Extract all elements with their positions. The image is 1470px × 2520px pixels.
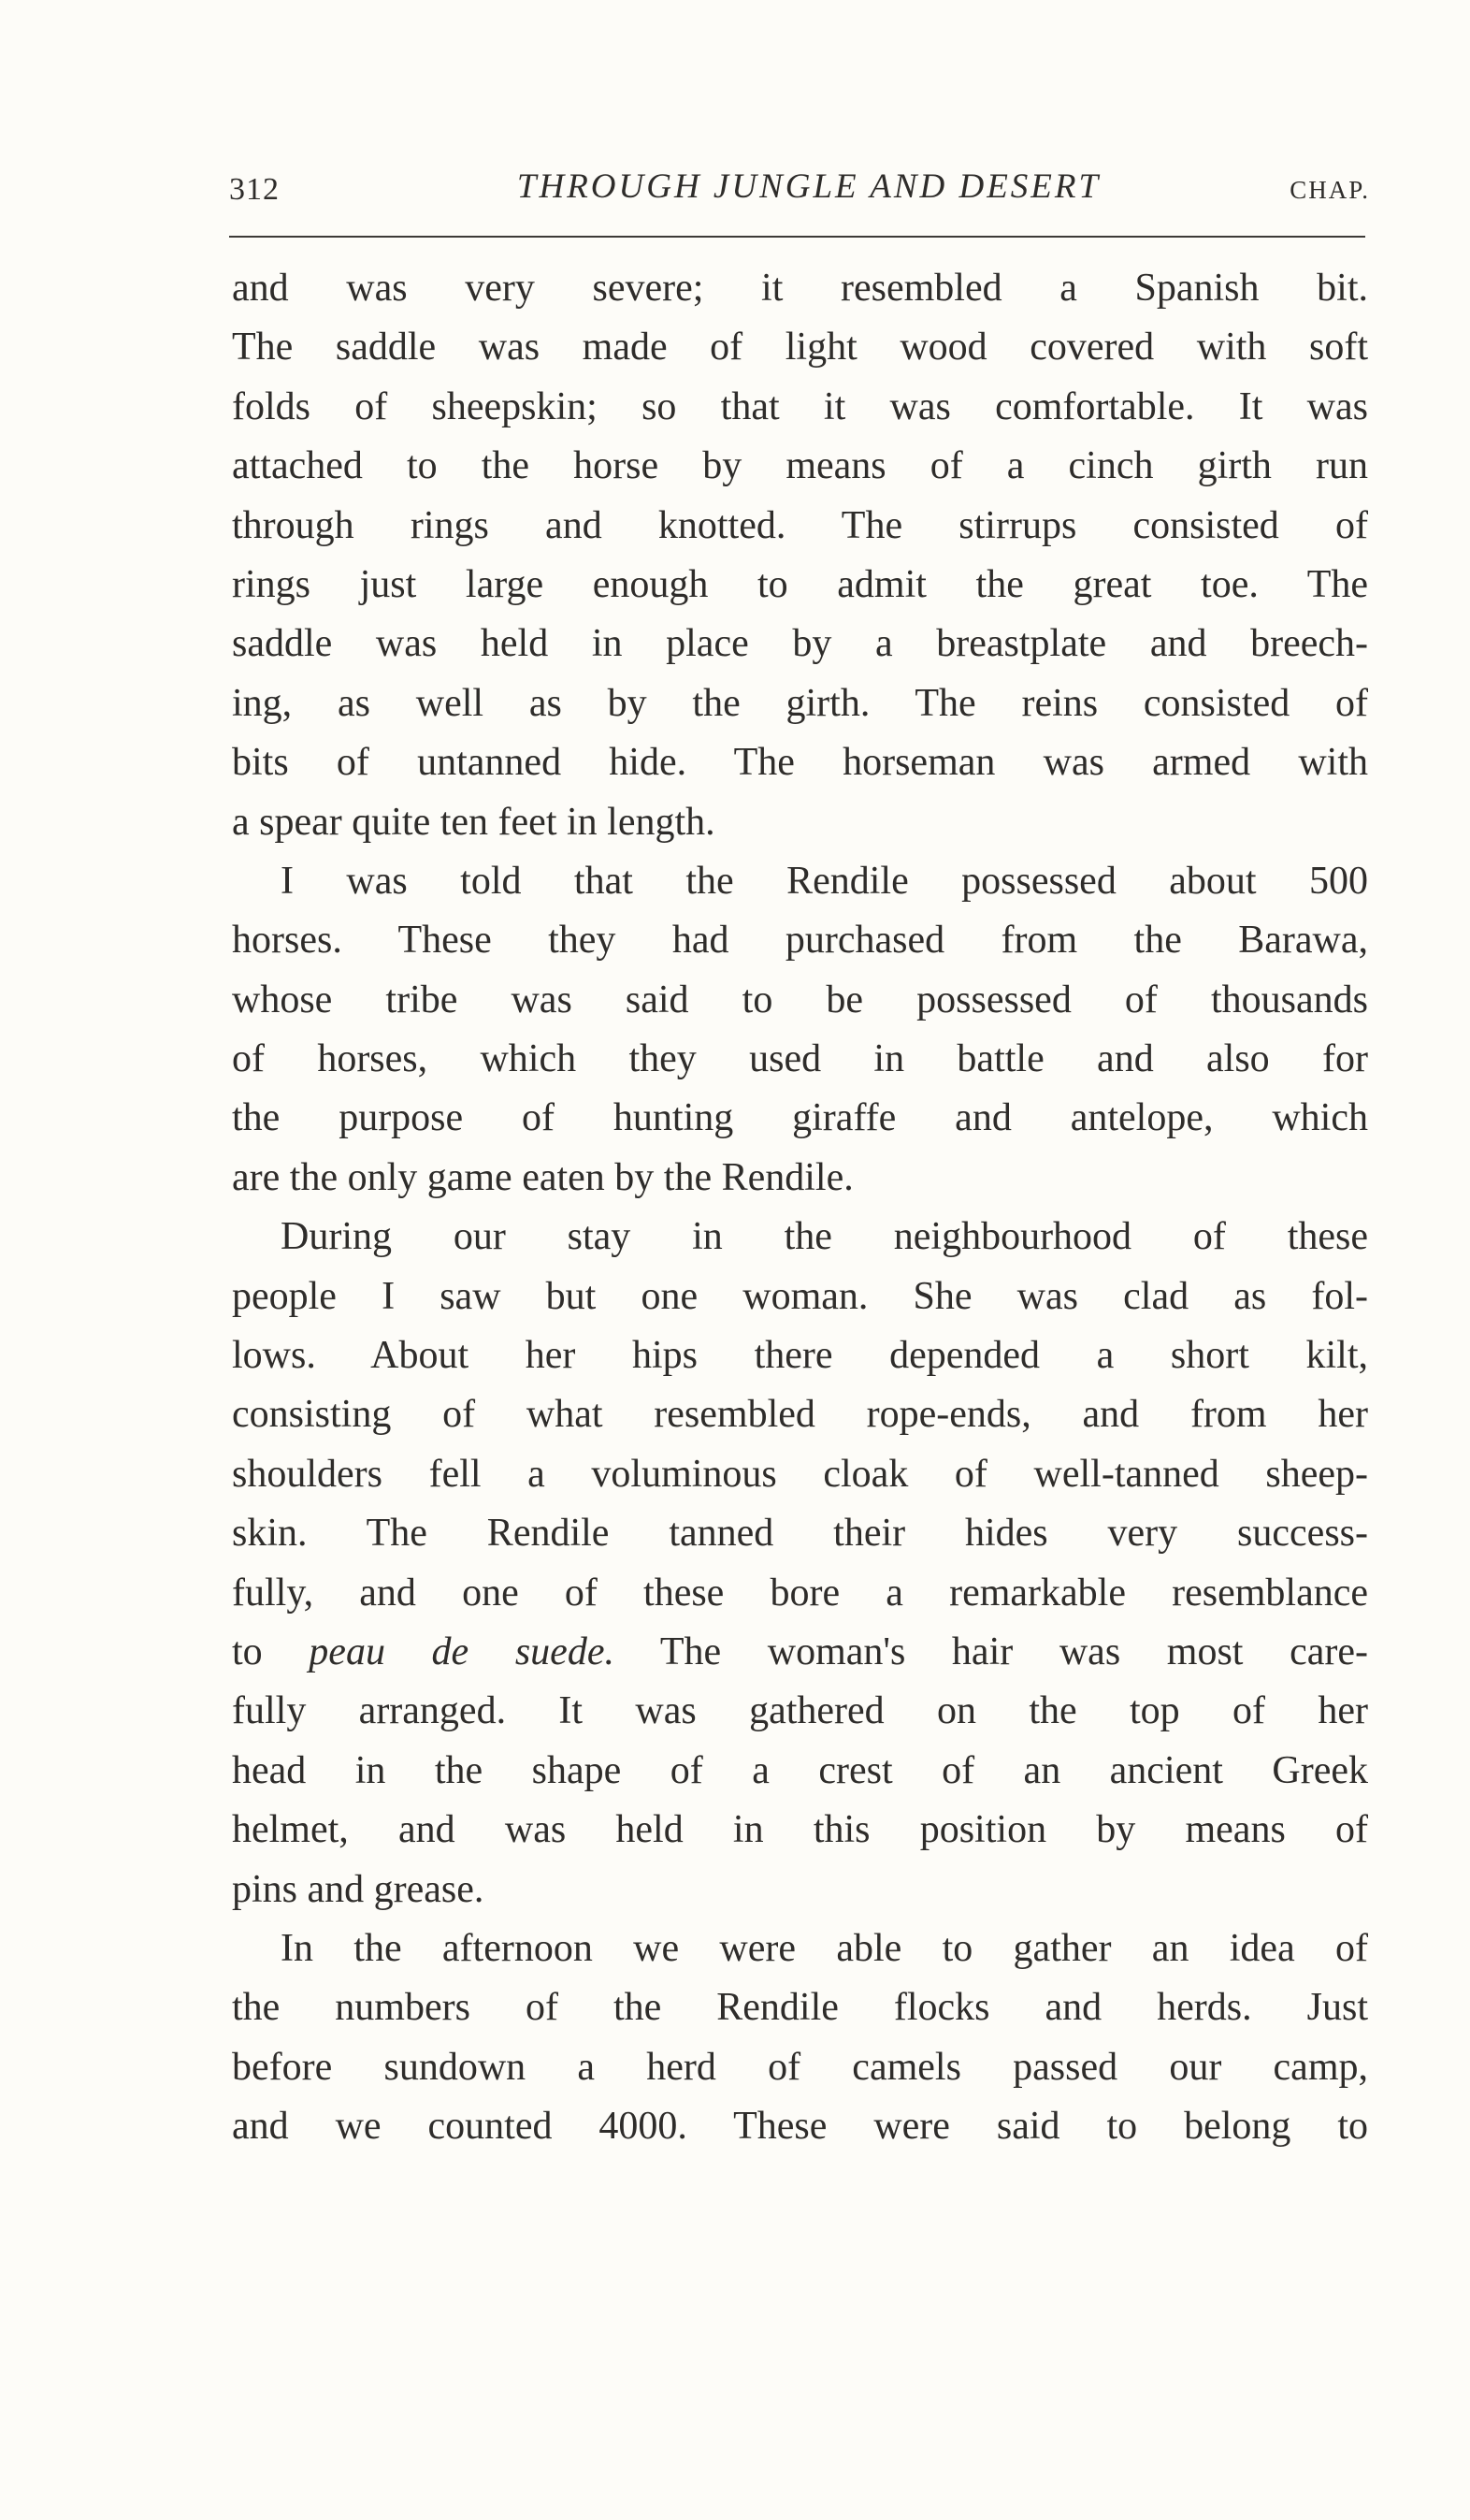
italic-phrase: peau de suede.	[309, 1629, 614, 1673]
text-segment: to	[232, 1629, 310, 1673]
chapter-label: CHAP.	[1290, 176, 1370, 204]
text-line: through rings and knotted. The stirrups consisted of	[232, 503, 1368, 547]
text-line: pins and grease.	[232, 1867, 484, 1911]
text-line: and we counted 4000. These were said to belong to	[232, 2105, 1368, 2149]
text-line: The saddle was made of light wood covered with soft	[232, 326, 1368, 369]
text-line: shoulders fell a voluminous cloak of well-tanned sheep-	[232, 1452, 1368, 1496]
text-line: I was told that the Rendile possessed about 500	[281, 859, 1368, 903]
text-line: fully, and one of these bore a remarkable resemblance	[232, 1571, 1368, 1615]
running-title: THROUGH JUNGLE AND DESERT	[516, 167, 1102, 206]
header-rule	[229, 236, 1365, 238]
text-line: helmet, and was held in this position by means of	[232, 1808, 1368, 1852]
text-line: are the only game eaten by the Rendile.	[232, 1155, 854, 1199]
text-line: attached to the horse by means of a cinch girth run	[232, 444, 1368, 488]
text-line: consisting of what resembled rope-ends, and from her	[232, 1393, 1368, 1437]
text-line: rings just large enough to admit the great toe. The	[232, 562, 1368, 606]
text-line: folds of sheepskin; so that it was comfortable. It was	[232, 384, 1368, 428]
text-line: and was very severe; it resembled a Spanish bit.	[232, 267, 1368, 310]
text-line: whose tribe was said to be possessed of thousands	[232, 978, 1368, 1021]
text-line: saddle was held in place by a breastplate and breech-	[232, 622, 1368, 666]
text-line: ing, as well as by the girth. The reins consisted of	[232, 681, 1368, 725]
text-line: people I saw but one woman. She was clad as fol-	[232, 1274, 1368, 1318]
body-text	[232, 259, 1368, 2157]
text-line: head in the shape of a crest of an ancient Greek	[232, 1748, 1368, 1792]
text-line: fully arranged. It was gathered on the top of her	[232, 1689, 1368, 1733]
text-line: skin. The Rendile tanned their hides very success-	[232, 1512, 1368, 1556]
text-line: the purpose of hunting giraffe and antelope, which	[232, 1096, 1368, 1140]
text-line: horses. These they had purchased from the Barawa,	[232, 919, 1368, 963]
text-line: bits of untanned hide. The horseman was armed with	[232, 741, 1368, 785]
text-line: of horses, which they used in battle and also for	[232, 1037, 1368, 1081]
text-line: a spear quite ten feet in length.	[232, 800, 715, 844]
text-line: In the afternoon we were able to gather an idea of	[281, 1926, 1368, 1970]
text-line-with-italic	[232, 1623, 1368, 1682]
page-number: 312	[229, 172, 280, 207]
text-segment: The woman's hair was most care-	[613, 1629, 1368, 1673]
page-header	[229, 167, 1370, 213]
text-line: before sundown a herd of camels passed our camp,	[232, 2045, 1368, 2089]
text-line: During our stay in the neighbourhood of these	[281, 1215, 1368, 1259]
text-line: the numbers of the Rendile flocks and herds. Just	[232, 1986, 1368, 2030]
text-line: lows. About her hips there depended a short kilt,	[232, 1334, 1368, 1378]
